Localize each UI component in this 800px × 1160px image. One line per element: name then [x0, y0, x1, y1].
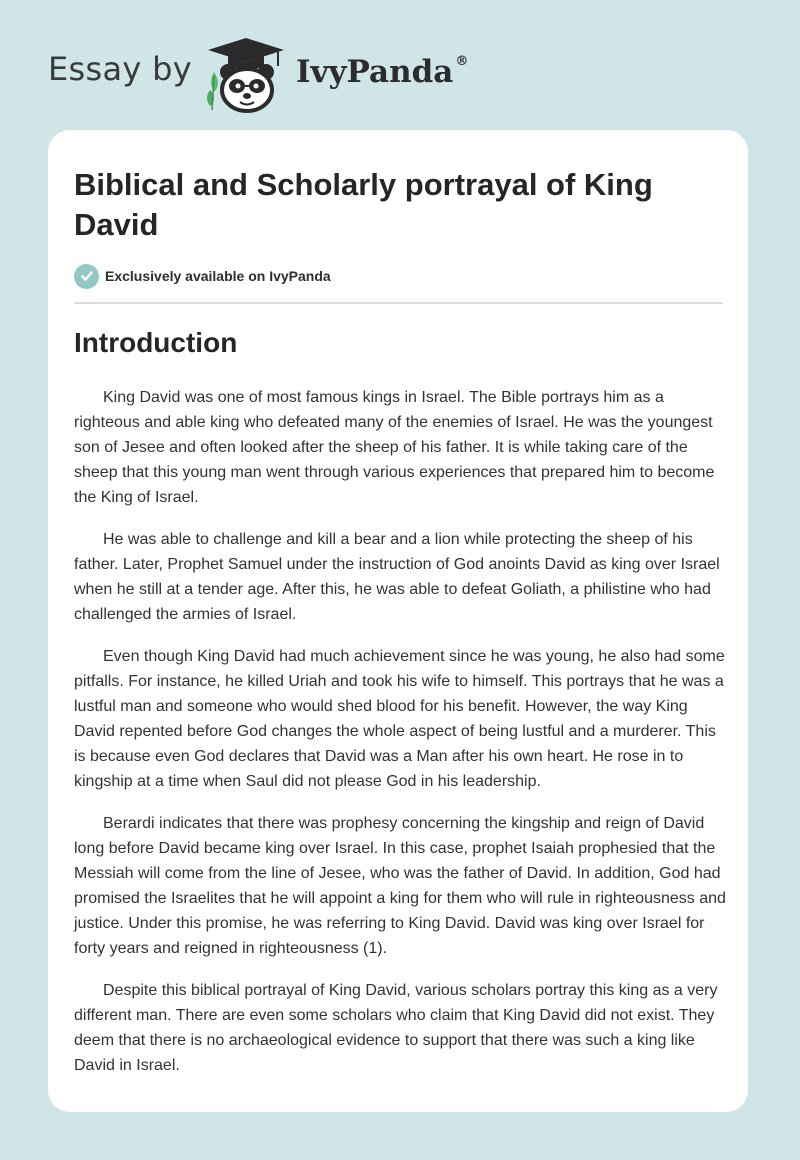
essay-title: Biblical and Scholarly portrayal of King David — [74, 167, 653, 242]
paragraph: He was able to challenge and kill a bear and a lion while protecting the sheep of his father. Later, Prophet Samuel under the instruction of God anoints David as king over Israel when he still at a tender age. After this, he was able to defeat Goliath, a philistine who had challenged the armies of Israel. — [74, 531, 720, 623]
check-circle-icon — [74, 264, 99, 289]
registered-mark: ® — [455, 53, 469, 69]
exclusive-label: Exclusively available on IvyPanda — [105, 268, 331, 284]
essay-by-label: Essay by — [48, 50, 192, 88]
paragraph: Even though King David had much achievement since he was young, he also had some pitfalls. For instance, he killed Uriah and took his wife to himself. This portrays that he was a lustful man and someone who would shed blood for his benefit. However, the way King David repented before God changes the whole aspect of being lustful and a murderer. This is because even God declares that David was a Man after his own heart. He rose in to kingship at a time when Saul did not please God in his leadership. — [74, 648, 725, 790]
paragraph: Despite this biblical portrayal of King David, various scholars portray this king as a very different man. There are even some scholars who claim that King David did not exist. They deem that there is no archaeological evidence to support that there was such a king like David in Israel. — [74, 982, 718, 1074]
paragraph: King David was one of most famous kings in Israel. The Bible portrays him as a righteous and able king who defeated many of the enemies of Israel. He was the youngest son of Jesee and often looked after the sheep of his father. It is while taking care of the sheep that this young man went through various experiences that prepared him to become the King of Israel. — [74, 389, 715, 506]
brand-name[interactable] — [296, 54, 468, 90]
essay-card — [48, 130, 748, 1112]
section-heading: Introduction — [74, 327, 238, 358]
exclusive-notice — [74, 263, 331, 289]
panda-graduate-logo-icon[interactable] — [200, 36, 292, 114]
divider — [74, 302, 723, 304]
brand-name-text: IvyPanda — [296, 54, 454, 90]
site-header — [0, 0, 800, 130]
paragraph: Berardi indicates that there was prophesy concerning the kingship and reign of David long before David became king over Israel. In this case, prophet Isaiah prophesied that the Messiah will come from the line of Jesee, who was the father of David. In addition, God had promised the Israelites that he will appoint a king for them who will rule in righteousness and justice. Under this promise, he was referring to King David. David was king over Israel for forty years and reigned in righteousness (1). — [74, 815, 726, 957]
essay-body — [74, 385, 726, 1095]
